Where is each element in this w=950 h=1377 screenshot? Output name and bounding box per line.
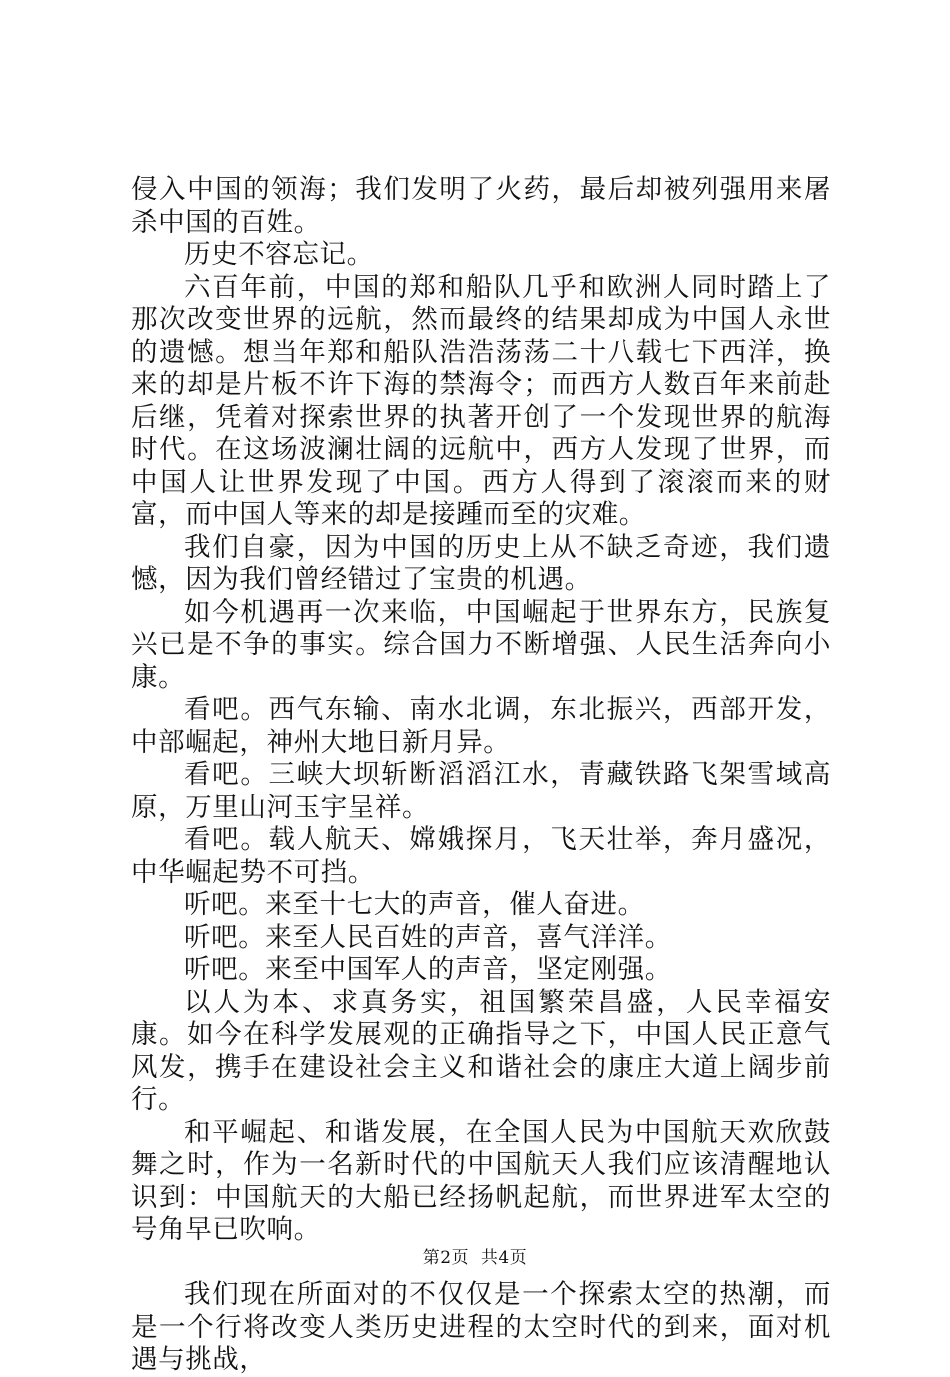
paragraph: 我们自豪，因为中国的历史上从不缺乏奇迹，我们遗憾，因为我们曾经错过了宝贵的机遇。 [131,531,831,595]
page-footer [0,1243,950,1268]
paragraph: 我们现在所面对的不仅仅是一个探索太空的热潮，而是一个行将改变人类历史进程的太空时代的到来，面对机遇与挑战， [131,1279,831,1375]
paragraph: 如今机遇再一次来临，中国崛起于世界东方，民族复兴已是不争的事实。综合国力不断增强、人民生活奔向小康。 [131,596,831,693]
paragraph: 和平崛起、和谐发展，在全国人民为中国航天欢欣鼓舞之时，作为一名新时代的中国航天人我们应该清醒地认识到：中国航天的大船已经扬帆起航，而世界进军太空的号角早已吹响。 [131,1116,831,1245]
paragraph-continued: 侵入中国的领海；我们发明了火药，最后却被列强用来屠杀中国的百姓。 [131,174,831,238]
paragraph: 看吧。三峡大坝斩断滔滔江水，青藏铁路飞架雪域高原，万里山河玉宇呈祥。 [131,759,831,823]
page-number-label: 第2页 共4页 [422,1248,528,1268]
paragraph: 听吧。来至人民百姓的声音，喜气洋洋。 [184,921,672,953]
paragraph: 看吧。西气东输、南水北调，东北振兴，西部开发，中部崛起，神州大地日新月异。 [131,694,831,758]
paragraph: 看吧。载人航天、嫦娥探月，飞天壮举，奔月盛况，中华崛起势不可挡。 [131,824,831,888]
paragraph: 听吧。来至十七大的声音，催人奋进。 [184,889,645,920]
paragraph: 六百年前，中国的郑和船队几乎和欧洲人同时踏上了那次改变世界的远航，然而最终的结果却成为中国人永世的遗憾。想当年郑和船队浩浩荡荡二十八载七下西洋，换来的却是片板不许下海的禁海令；而西方人数百年来前赴后继，凭着对探索世界的执著开创了一个发现世界的航海时代。在这场波澜壮阔的远航中，西方人发现了世界，而中国人让世界发现了中国。西方人得到了滚滚而来的财富，而中国人等来的却是接踵而至的灾难。 [131,271,831,530]
paragraph: 听吧。来至中国军人的声音，坚定刚强。 [184,954,672,985]
paragraph: 以人为本、求真务实，祖国繁荣昌盛，人民幸福安康。如今在科学发展观的正确指导之下，中国人民正意气风发，携手在建设社会主义和谐社会的康庄大道上阔步前行。 [131,986,831,1115]
document-body [131,174,831,1377]
paragraph: 历史不容忘记。 [184,239,374,270]
